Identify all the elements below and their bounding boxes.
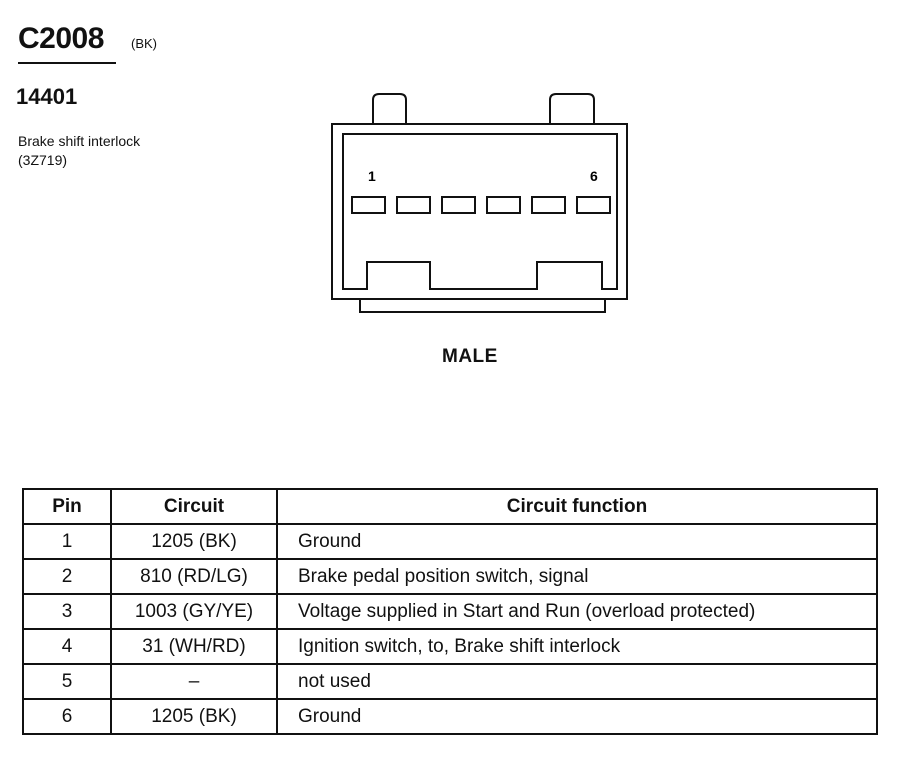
- header-pin: Pin: [23, 489, 111, 524]
- connector-color: (BK): [131, 36, 157, 51]
- left-locking-tab: [373, 94, 406, 124]
- table-row: [23, 524, 877, 559]
- cell-pin: 5: [23, 664, 111, 699]
- cell-function: Ground: [277, 699, 877, 734]
- pin-table-header: [23, 489, 877, 524]
- housing-bottom-rail: [360, 299, 605, 312]
- pin-cavity: [577, 197, 610, 213]
- cell-circuit: –: [111, 664, 277, 699]
- housing-outer: [332, 124, 627, 299]
- cell-circuit: 1205 (BK): [111, 699, 277, 734]
- header-function: Circuit function: [277, 489, 877, 524]
- part-number: 14401: [16, 84, 78, 109]
- table-row: [23, 559, 877, 594]
- table-row: [23, 699, 877, 734]
- cell-circuit: 1205 (BK): [111, 524, 277, 559]
- pin-table: [22, 488, 878, 735]
- cell-pin: 3: [23, 594, 111, 629]
- cell-circuit: 1003 (GY/YE): [111, 594, 277, 629]
- pin-cavity: [532, 197, 565, 213]
- component-name: Brake shift interlock: [18, 133, 141, 149]
- cell-circuit: 31 (WH/RD): [111, 629, 277, 664]
- table-row: [23, 629, 877, 664]
- pin-cavity: [442, 197, 475, 213]
- pin-cavity: [352, 197, 385, 213]
- pin-label-last: 6: [590, 168, 598, 184]
- connector-id: C2008: [18, 22, 104, 55]
- cell-function: Ignition switch, to, Brake shift interlock: [277, 629, 877, 664]
- right-locking-tab: [550, 94, 594, 124]
- cell-pin: 2: [23, 559, 111, 594]
- cell-function: Ground: [277, 524, 877, 559]
- cell-circuit: 810 (RD/LG): [111, 559, 277, 594]
- cell-pin: 6: [23, 699, 111, 734]
- pin-cavity: [487, 197, 520, 213]
- header-circuit: Circuit: [111, 489, 277, 524]
- pin-label-first: 1: [368, 168, 376, 184]
- component-code: (3Z719): [18, 152, 68, 168]
- table-row: [23, 594, 877, 629]
- connector-gender-label: MALE: [442, 346, 498, 367]
- cell-pin: 1: [23, 524, 111, 559]
- cell-pin: 4: [23, 629, 111, 664]
- cell-function: Brake pedal position switch, signal: [277, 559, 877, 594]
- pin-cavity: [397, 197, 430, 213]
- cell-function: Voltage supplied in Start and Run (overload protected): [277, 594, 877, 629]
- table-row: [23, 664, 877, 699]
- cell-function: not used: [277, 664, 877, 699]
